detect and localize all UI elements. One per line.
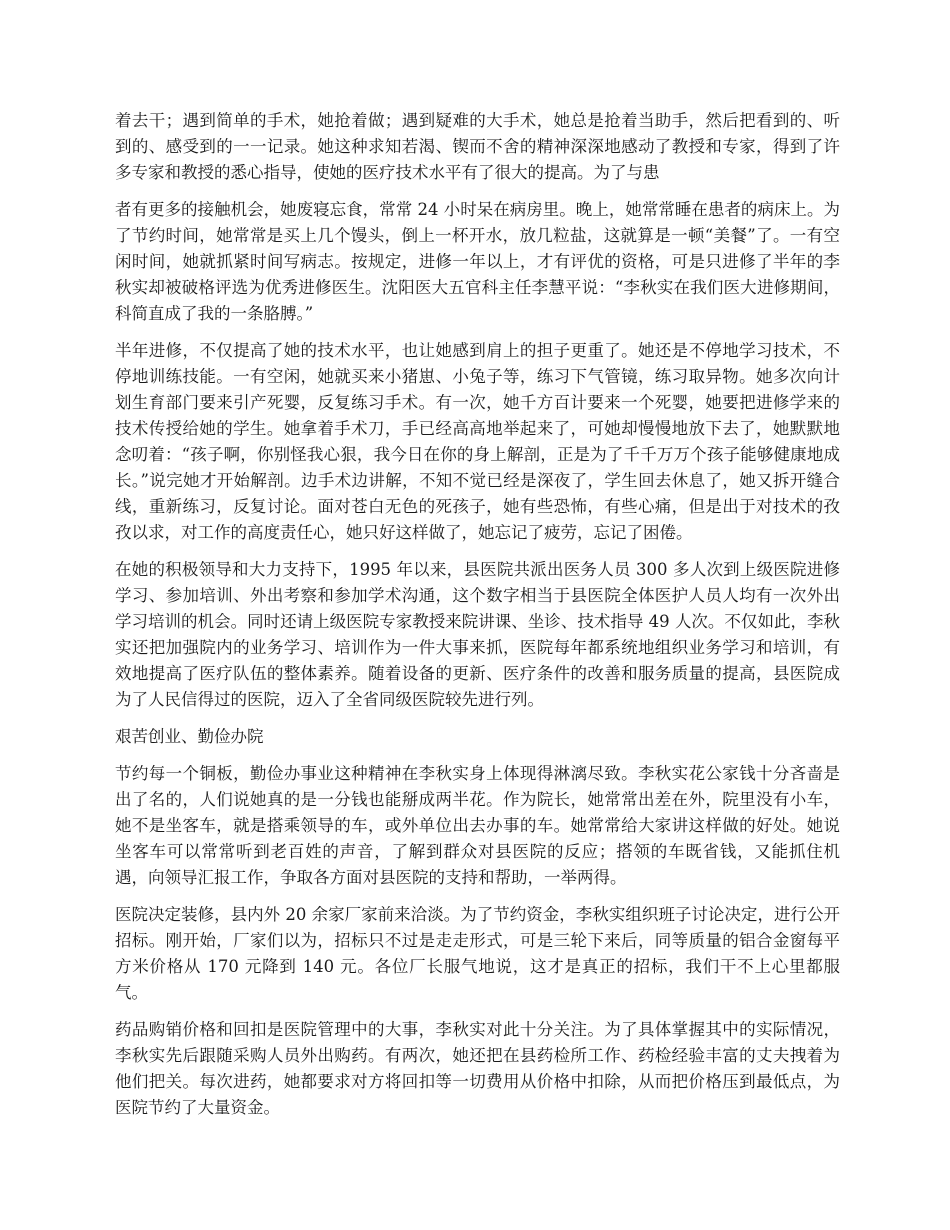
paragraph-5: 节约每一个铜板，勤俭办事业这种精神在李秋实身上体现得淋漓尽致。李秋实花公家钱十分吝啬是出了名的，人们说她真的是一分钱也能掰成两半花。作为院长，她常常出差在外，院里没有小车，她不是坐客车，就是搭乘领导的车，或外单位出去办事的车。她常常给大家讲这样做的好处。她说坐客车可以常常听到老百姓的声音，了解到群众对县医院的反应；搭领的车既省钱，又能抓住机遇，向领导汇报工作，争取各方面对县医院的支持和帮助，一举两得。 bbox=[115, 764, 840, 887]
paragraph-3: 半年进修，不仅提高了她的技术水平，也让她感到肩上的担子更重了。她还是不停地学习技术，不停地训练技能。一有空闲，她就买来小猪崽、小兔子等，练习下气管镜，练习取异物。她多次向计划生育部门要来引产死婴，反复练习手术。有一次，她千方百计要来一个死婴，她要把进修学来的技术传授给她的学生。她拿着手术刀，手已经高高地举起来了，可她却慢慢地放下去了，她默默地念叨着：“孩子啊，你别怪我心狠，我今日在你的身上解剖，正是为了千千万万个孩子能够健康地成长。”说完她才开始解剖。边手术边讲解，不知不觉已经是深夜了，学生回去休息了，她又拆开缝合线，重新练习，反复讨论。面对苍白无色的死孩子，她有些恐怖，有些心痛，但是出于对技术的孜孜以求，对工作的高度责任心，她只好这样做了，她忘记了疲劳，忘记了困倦。 bbox=[115, 341, 840, 542]
paragraph-7: 药品购销价格和回扣是医院管理中的大事，李秋实对此十分关注。为了具体掌握其中的实际情况，李秋实先后跟随采购人员外出购药。有两次，她还把在县药检所工作、药检经验丰富的丈夫拽着为他们把关。每次进药，她都要求对方将回扣等一切费用从价格中扣除，从而把价格压到最低点，为医院节约了大量资金。 bbox=[115, 1020, 840, 1117]
document-page bbox=[115, 108, 840, 1132]
section-heading: 艰苦创业、勤俭办院 bbox=[115, 727, 264, 746]
paragraph-1: 着去干；遇到简单的手术，她抢着做；遇到疑难的大手术，她总是抢着当助手，然后把看到的、听到的、感受到的一一记录。她这种求知若渴、锲而不舍的精神深深地感动了教授和专家，得到了许多专家和教授的悉心指导，使她的医疗技术水平有了很大的提高。为了与患 bbox=[115, 111, 840, 182]
paragraph-6: 医院决定装修，县内外 20 余家厂家前来洽淡。为了节约资金，李秋实组织班子讨论决定，进行公开招标。刚开始，厂家们以为，招标只不过是走走形式，可是三轮下来后，同等质量的铝合金窗每平方米价格从 170 元降到 140 元。各位厂长服气地说，这才是真正的招标，我们干不上心里都服气。 bbox=[115, 905, 840, 1002]
paragraph-2: 者有更多的接触机会，她废寝忘食，常常 24 小时呆在病房里。晚上，她常常睡在患者的病床上。为了节约时间，她常常是买上几个馒头，倒上一杯开水，放几粒盐，这就算是一顿“美餐”了。一有空闲时间，她就抓紧时间写病志。按规定，进修一年以上，才有评优的资格，可是只进修了半年的李秋实却被破格评选为优秀进修医生。沈阳医大五官科主任李慧平说：“李秋实在我们医大进修期间，科简直成了我的一条胳膊。” bbox=[115, 200, 840, 323]
paragraph-4: 在她的积极领导和大力支持下，1995 年以来，县医院共派出医务人员 300 多人次到上级医院进修学习、参加培训、外出考察和参加学术沟通，这个数字相当于县医院全体医护人员人均有一次外出学习培训的机会。同时还请上级医院专家教授来院讲课、坐诊、技术指导 49 人次。不仅如此，李秋实还把加强院内的业务学习、培训作为一件大事来抓，医院每年都系统地组织业务学习和培训，有效地提高了医疗队伍的整体素养。随着设备的更新、医疗条件的改善和服务质量的提高，县医院成为了人民信得过的医院，迈入了全省同级医院较先进行列。 bbox=[115, 560, 840, 709]
